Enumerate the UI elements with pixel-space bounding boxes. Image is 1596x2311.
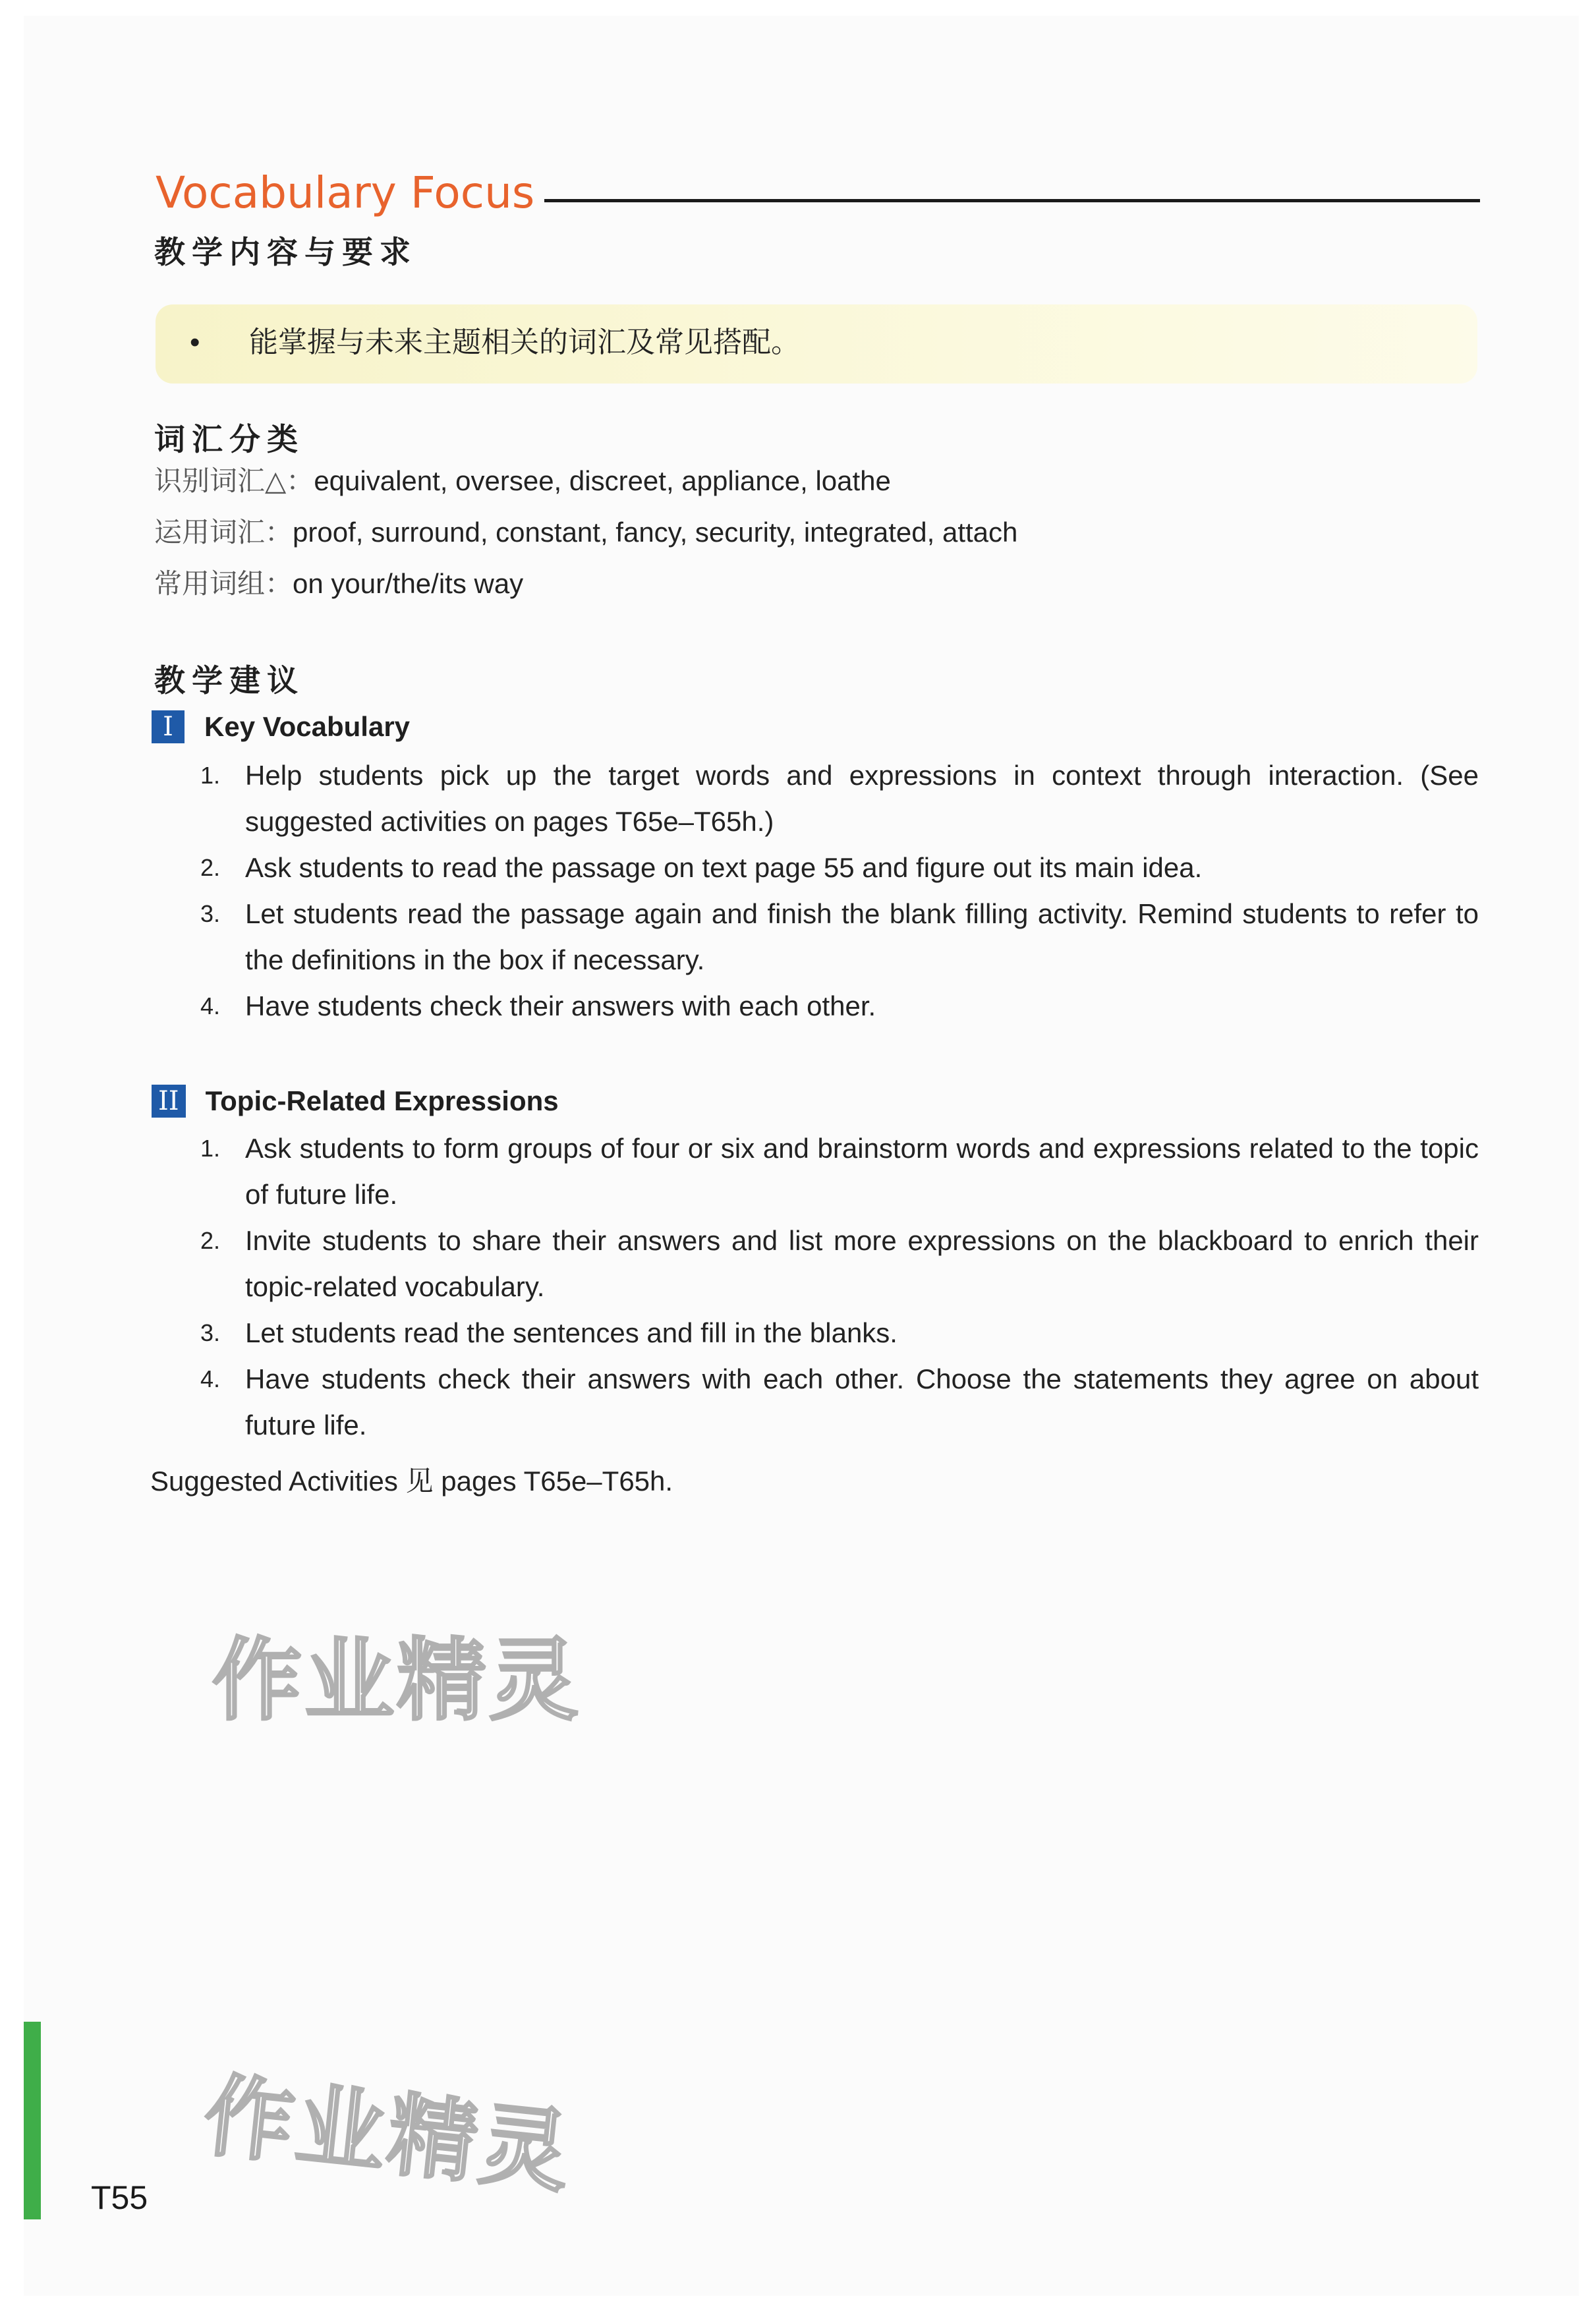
list-item	[200, 753, 1479, 845]
vocab-classification-heading: 词汇分类	[154, 422, 304, 458]
content-requirements-heading: 教学内容与要求	[154, 235, 417, 271]
side-accent-bar	[24, 2022, 41, 2219]
step-text: Let students read the passage again and finish the blank filling activity. Remind students to refer to the definitions in the box if necessary.	[245, 898, 1479, 975]
step-text: Have students check their answers with each other. Choose the statements they agree on about future life.	[245, 1363, 1479, 1441]
step-text: Have students check their answers with each other.	[245, 990, 876, 1021]
watermark: 作业精灵	[199, 2062, 577, 2206]
step-number: 1.	[200, 1135, 221, 1162]
part-title: Key Vocabulary	[204, 711, 411, 742]
vocab-label: 识别词汇△：	[154, 465, 314, 497]
teaching-suggestions-heading: 教学建议	[154, 663, 304, 699]
list-item	[200, 1218, 1479, 1310]
step-number: 4.	[200, 1365, 221, 1392]
step-number: 4.	[200, 992, 221, 1019]
step-number: 2.	[200, 854, 221, 881]
step-number: 2.	[200, 1227, 221, 1254]
step-text: Ask students to read the passage on text page 55 and figure out its main idea.	[245, 852, 1203, 883]
list-item	[200, 845, 1479, 891]
part-numeral-badge: II	[152, 1085, 186, 1118]
vocab-words: proof, surround, constant, fancy, security, integrated, attach	[293, 517, 1018, 548]
list-item	[200, 1356, 1479, 1448]
vocab-line-active	[154, 513, 1017, 552]
suggested-activities-note: Suggested Activities 见 pages T65e–T65h.	[150, 1466, 673, 1497]
section-title: Vocabulary Focus	[156, 167, 535, 218]
vocab-label: 常用词组：	[154, 567, 293, 600]
vocab-line-recognition	[154, 461, 891, 501]
part-title: Topic-Related Expressions	[205, 1085, 559, 1116]
list-item	[200, 891, 1479, 983]
step-text: Help students pick up the target words and expressions in context through interaction. (See suggested activities on pages T65e–T65h.)	[245, 760, 1479, 837]
step-number: 3.	[200, 900, 221, 927]
title-rule	[544, 199, 1480, 202]
step-text: Invite students to share their answers and list more expressions on the blackboard to enrich their topic-related vocabulary.	[245, 1225, 1479, 1302]
step-number: 3.	[200, 1319, 221, 1346]
page-number: T55	[91, 2179, 148, 2216]
list-item	[200, 1310, 1479, 1356]
part-heading-topic-expressions	[152, 1085, 559, 1122]
vocab-label: 运用词汇：	[154, 516, 293, 548]
watermark: 作业精灵	[212, 1628, 581, 1733]
step-number: 1.	[200, 762, 221, 789]
vocab-words: equivalent, oversee, discreet, appliance, loathe	[314, 465, 891, 496]
step-text: Let students read the sentences and fill in the blanks.	[245, 1317, 898, 1348]
list-item	[200, 1126, 1479, 1218]
part-heading-key-vocabulary	[152, 710, 410, 747]
title-row	[156, 163, 1480, 223]
list-item	[200, 983, 1479, 1029]
key-vocabulary-steps	[200, 753, 1479, 1029]
goal-text: 能掌握与未来主题相关的词汇及常见搭配。	[249, 326, 800, 359]
bullet-icon: •	[190, 326, 200, 358]
vocab-words: on your/the/its way	[293, 568, 524, 599]
part-numeral-badge: I	[152, 710, 185, 743]
topic-expressions-steps	[200, 1126, 1479, 1448]
step-text: Ask students to form groups of four or six and brainstorm words and expressions related to the topic of future life.	[245, 1133, 1479, 1210]
vocab-line-phrases	[154, 564, 523, 604]
goal-box	[156, 304, 1477, 384]
